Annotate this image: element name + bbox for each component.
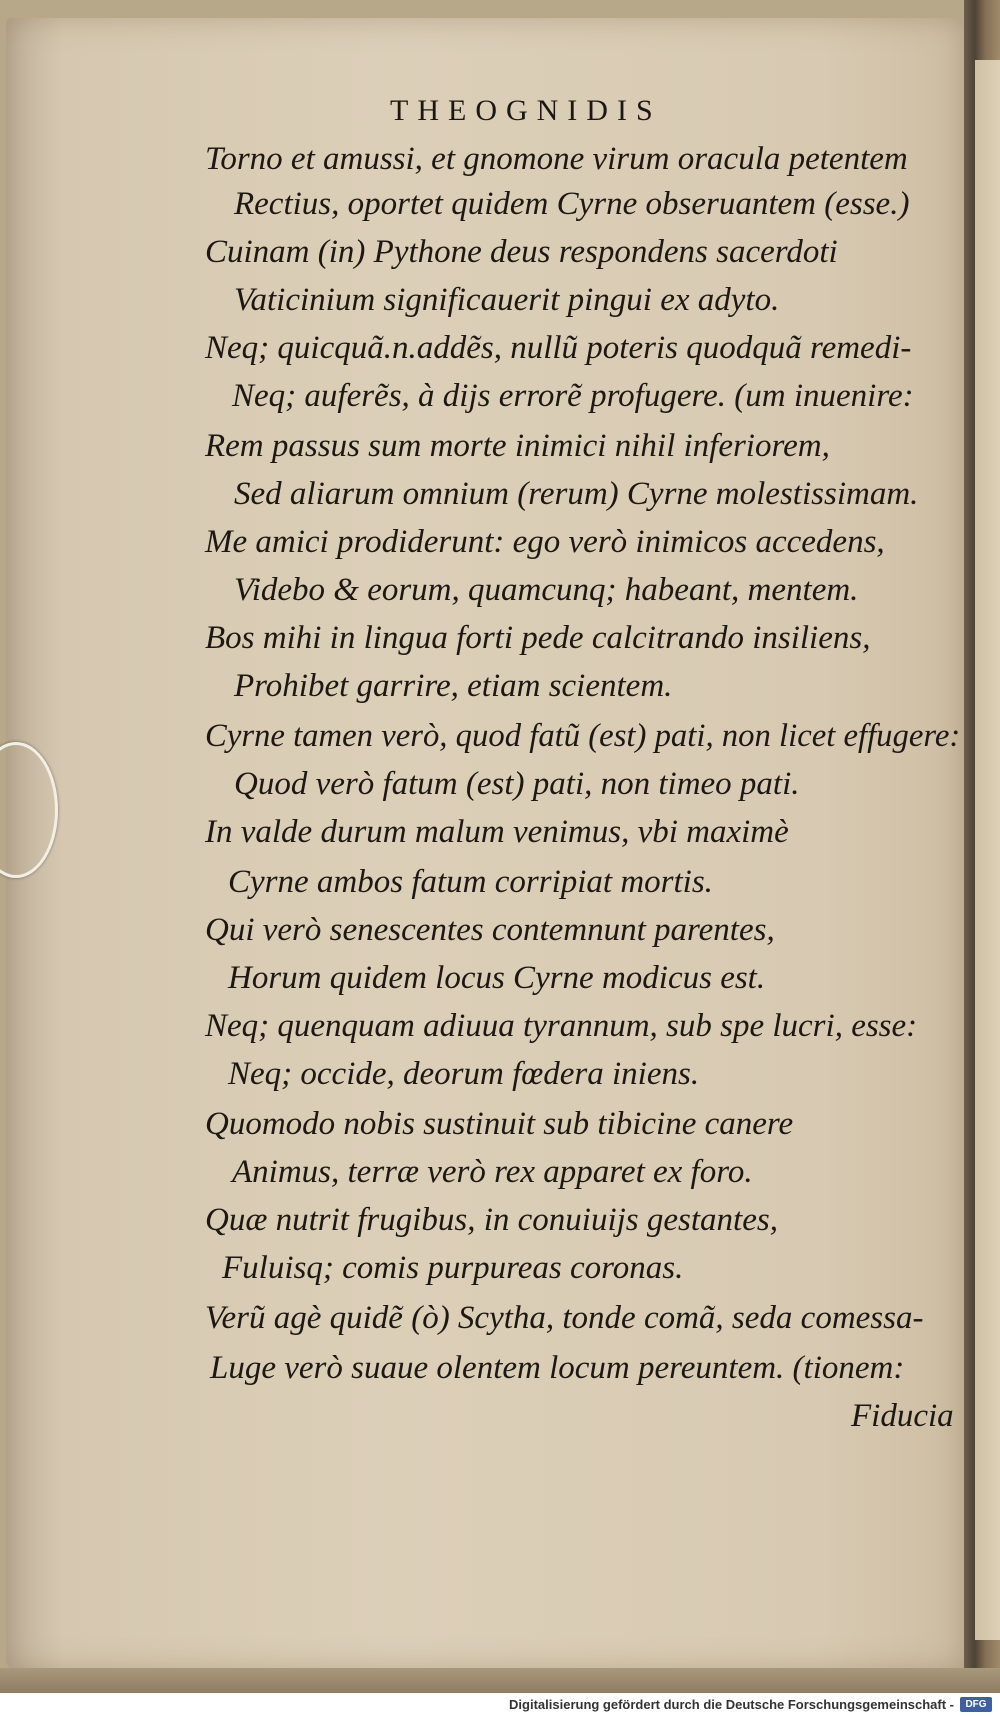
verse-line: Quæ nutrit frugibus, in conuiuijs gestantes, <box>205 1202 778 1238</box>
verse-line: Me amici prodiderunt: ego verò inimicos accedens, <box>205 524 885 560</box>
verse-line: Cuinam (in) Pythone deus respondens sacerdoti <box>205 234 838 270</box>
verse-line: Prohibet garrire, etiam scientem. <box>234 668 673 704</box>
verse-line: Neq; quicquã.n.addẽs, nullũ poteris quodquã remedi- <box>205 330 912 366</box>
digitization-footer <box>0 1693 1000 1717</box>
verse-line: Qui verò senescentes contemnunt parentes, <box>205 912 775 948</box>
verse-line: Neq; quenquam adiuua tyrannum, sub spe lucri, esse: <box>205 1008 918 1044</box>
dfg-logo: DFG <box>960 1697 992 1712</box>
verse-line: Videbo & eorum, quamcunq; habeant, mentem. <box>234 572 859 608</box>
catchword: Fiducia <box>851 1398 954 1434</box>
verse-line: Neq; occide, deorum fœdera iniens. <box>228 1056 700 1092</box>
funding-credit: Digitalisierung gefördert durch die Deutsche Forschungsgemeinschaft - <box>509 1697 954 1712</box>
bottom-page-edge <box>0 1668 1000 1693</box>
facing-page-edge <box>975 60 1000 1640</box>
verse-line: Horum quidem locus Cyrne modicus est. <box>228 960 766 996</box>
verse-line: Neq; auferẽs, à dijs errorẽ profugere. (um inuenire: <box>232 378 914 414</box>
verse-line: Cyrne tamen verò, quod fatũ (est) pati, non licet effugere: <box>205 718 961 754</box>
verse-line: Cyrne ambos fatum corripiat mortis. <box>228 864 713 900</box>
verse-line: Vaticinium significauerit pingui ex adyto. <box>234 282 780 318</box>
verse-line: Quomodo nobis sustinuit sub tibicine canere <box>205 1106 794 1142</box>
verse-line: Sed aliarum omnium (rerum) Cyrne molestissimam. <box>234 476 919 512</box>
verse-line: Verũ agè quidẽ (ò) Scytha, tonde comã, seda comessa- <box>205 1300 924 1336</box>
verse-line: Bos mihi in lingua forti pede calcitrando insiliens, <box>205 620 871 656</box>
running-head: THEOGNIDIS <box>390 94 662 127</box>
verse-line: In valde durum malum venimus, vbi maximè <box>205 814 789 850</box>
verse-line: Rem passus sum morte inimici nihil inferiorem, <box>205 428 830 464</box>
verse-line: Luge verò suaue olentem locum pereuntem. (tionem: <box>210 1350 905 1386</box>
verse-line: Animus, terræ verò rex apparet ex foro. <box>232 1154 753 1190</box>
verse-line: Quod verò fatum (est) pati, non timeo pati. <box>234 766 800 802</box>
verse-line: Rectius, oportet quidem Cyrne obseruantem (esse.) <box>234 186 910 222</box>
verse-line: Fuluisq; comis purpureas coronas. <box>222 1250 684 1286</box>
verse-line: Torno et amussi, et gnomone virum oracula petentem <box>205 141 908 177</box>
